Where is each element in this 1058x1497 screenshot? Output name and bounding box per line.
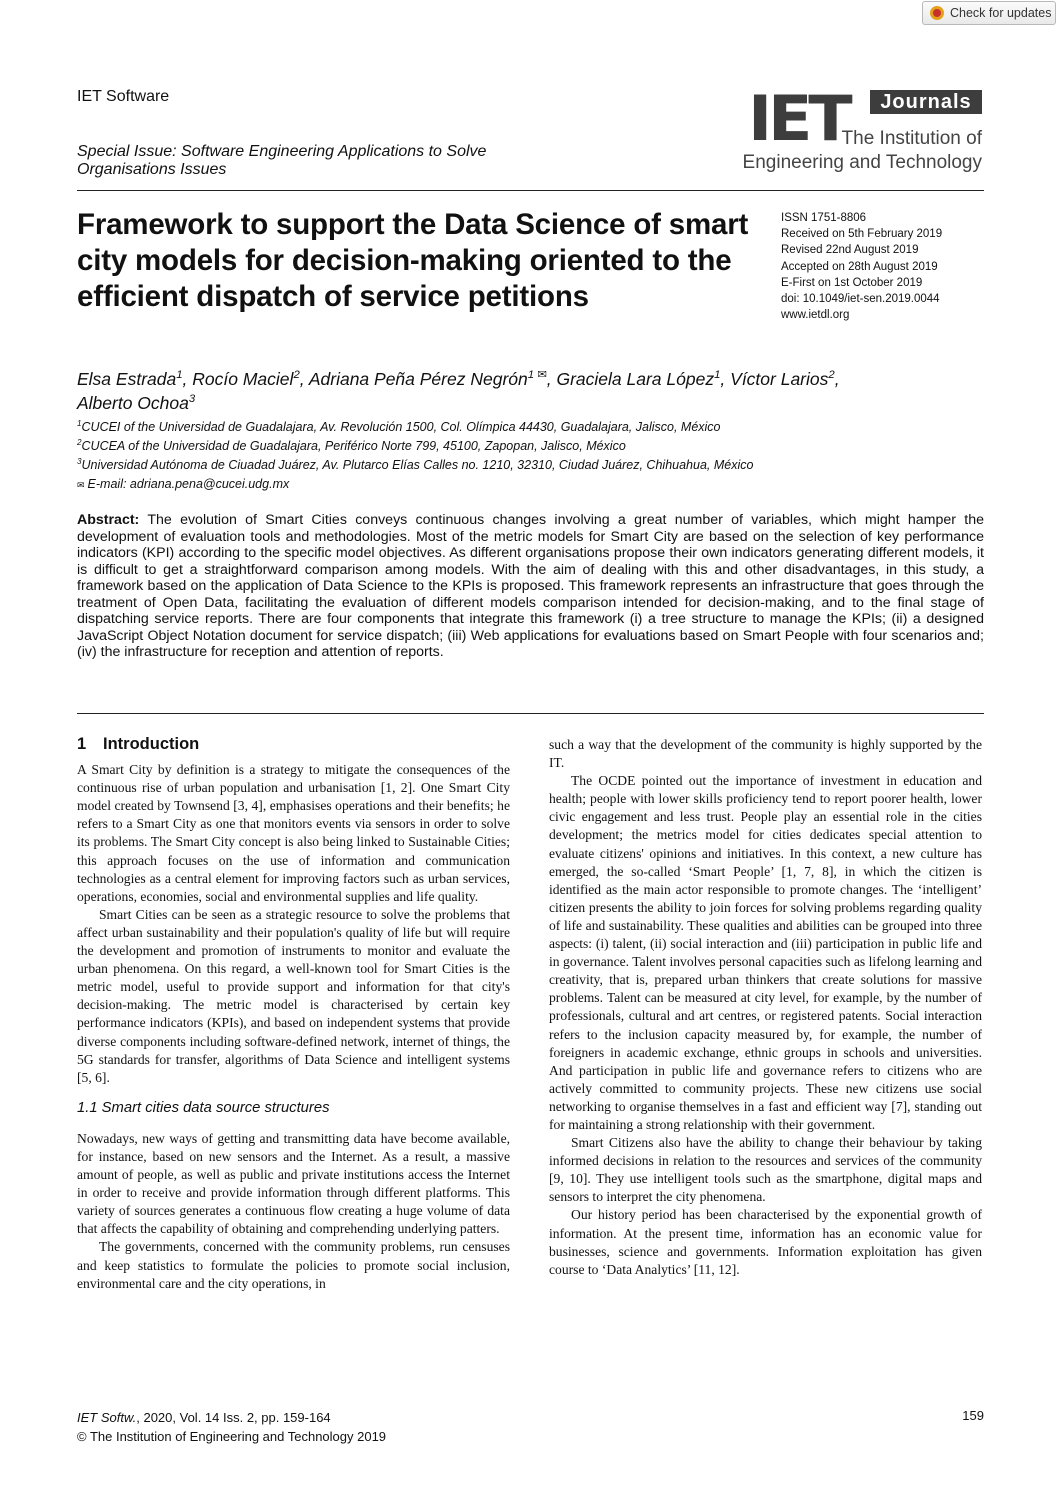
- affiliation-text: CUCEA of the Universidad de Guadalajara, Periférico Norte 799, 45100, Zapopan, Jalisco, México: [81, 439, 626, 453]
- paragraph: Smart Cities can be seen as a strategic resource to solve the problems that affect urban sustainability and their population's quality of life but will require the development and promotion of instruments to monitor and evaluate the urban phenomena. On this regard, a well-known tool for Smart Cities is the metric model, useful to provide support and information for that city's decision-making. The metric model is characterised by certain key performance indicators (KPIs), and based on independent systems that provide diverse components including software-defined network, internet of things, the 5G standards for transfer, algorithms of Data Science and intelligent systems [5, 6].: [77, 906, 510, 1085]
- meta-doi[interactable]: doi: 10.1049/iet-sen.2019.0044: [781, 293, 940, 306]
- check-for-updates-button[interactable]: [922, 1, 1056, 25]
- logo-institution-line-2: Engineering and Technology: [742, 152, 982, 173]
- author-separator: ,: [182, 369, 193, 389]
- footer-citation: [77, 1408, 386, 1446]
- special-issue: [77, 143, 597, 179]
- paragraph: A Smart City by definition is a strategy to mitigate the consequences of the continuous rise of urban population and urbanisation [1, 2]. One Smart City model created by Townsend [3, 4], emphasises operations and their benefits; he refers to a Smart City as one that monitors events via sensors in order to solve its problems. The Smart City concept is also being linked to Sustainable Cities; this approach focuses on the use of information and communication technologies as a central element for improving factors such as urban services, operations, economies, social and environmental supplies and life quality.: [77, 762, 510, 904]
- section-heading: [77, 735, 510, 753]
- author-name: Adriana Peña Pérez Negrón: [308, 369, 528, 389]
- footer-copyright: © The Institution of Engineering and Technology 2019: [77, 1429, 387, 1444]
- check-for-updates-label: Check for updates: [950, 6, 1052, 20]
- footer-journal-abbrev: IET Softw.: [77, 1410, 137, 1425]
- paragraph: such a way that the development of the community is highly supported by the IT.: [549, 737, 982, 771]
- page-number: 159: [962, 1408, 984, 1423]
- meta-website[interactable]: www.ietdl.org: [781, 309, 850, 322]
- corresponding-email: [77, 477, 289, 491]
- affiliation-text: CUCEI of the Universidad de Guadalajara, Av. Revolución 1500, Col. Olímpica 44430, Guadalajara, Jalisco, México: [81, 420, 721, 434]
- article-title: Framework to support the Data Science of smart city models for decision-making oriented to the efficient dispatch of service petitions: [77, 208, 749, 313]
- crossmark-icon: [930, 6, 944, 20]
- abstract-label: Abstract:: [77, 512, 140, 528]
- author-separator: ,: [299, 369, 309, 389]
- author-name: Elsa Estrada: [77, 369, 177, 389]
- abstract-divider: [77, 713, 984, 714]
- affiliation-3: [77, 458, 753, 472]
- meta-issn: ISSN 1751-8806: [781, 212, 867, 224]
- meta-received: Received on 5th February 2019: [781, 228, 943, 241]
- meta-efirst: E-First on 1st October 2019: [781, 276, 923, 289]
- affiliation-number: 3: [77, 456, 82, 466]
- affiliation-1: [77, 420, 721, 434]
- paragraph: Smart Citizens also have the ability to change their behaviour by taking informed decisions in relation to the resources and services of the community [9, 10]. They use intelligent tools such as the smartphone, digital maps and sensors to interpret the city phenomena.: [549, 1135, 982, 1205]
- header-divider: [77, 190, 984, 191]
- meta-revised: Revised 22nd August 2019: [781, 244, 919, 257]
- author-affiliation-mark: 1: [714, 369, 721, 382]
- author-separator: ,: [720, 369, 731, 389]
- author-affiliation-mark: 2: [828, 369, 835, 382]
- author-affiliation-mark: 2: [293, 369, 300, 382]
- special-issue-line-1: Special Issue: Software Engineering Applications to Solve: [77, 143, 487, 160]
- meta-accepted: Accepted on 28th August 2019: [781, 260, 938, 273]
- left-column: [77, 735, 510, 1293]
- affiliation-text: Universidad Autónoma de Ciuadad Juárez, Av. Plutarco Elías Calles no. 1210, 32310, Ciudad Juárez, Chihuahua, México: [81, 458, 754, 472]
- paragraph: Nowadays, new ways of getting and transmitting data have become available, for instance, based on new sensors and the Internet. As a result, a massive amount of people, as well as public and private institutions access the Internet in order to receive and provide information through different platforms. This variety of sources generates a continuous flow creating a huge volume of data that affects the capability of obtaining and comprehending underlying patters.: [77, 1130, 510, 1237]
- author-affiliation-mark: 1: [176, 369, 183, 382]
- author-list: [77, 367, 987, 415]
- abstract-text: The evolution of Smart Cities conveys continuous changes involving a great number of variables, which might hamper the development of evaluation tools and methodologies. Most of the metric models for Smart City are based on the selection of key performance indicators (KPI) according to the specific model objectives. As different organisations propose their own indicators generating different models, it is difficult to get a straightforward comparison among models. With the aim of dealing with this and other disadvantages, in this study, a framework based on the application of Data Science to the KPIs is proposed. This framework represents an infrastructure that goes through the treatment of Open Data, facilitating the evaluation of different models comparison intended for decision-making, and to the final stage of dispatching service reports. There are four components that integrate this framework (i) a tree structure to manage the KPIs; (ii) a designed JavaScript Object Notation document for service dispatch; (iii) Web applications for evaluations based on Smart People with four scenarios and; (iv) the infrastructure for reception and attention of reports.: [77, 512, 984, 660]
- paragraph: The OCDE pointed out the importance of investment in education and health; people with lower skills proficiency tend to report poorer health, lower civic engagement and less trust. People play an essential role in the cities development; the metrics model for cities dedicates special attention to evaluate citizens' opinions and initiatives. In this context, a new culture has emerged, the so-called ‘Smart People’ [1, 7, 8], in which the citizen is identified as the main actor responsible to promote changes. The ‘intelligent’ citizen presents the ability to join forces for solving problems regarding quality of life and sustainability. These qualities and abilities can be grouped into three aspects: (i) talent, (ii) social interaction and (iii) participation in public life and in governance. Talent involves personal capacities such as lifelong learning and creativity, that is, prepared urban thinkers that create solutions for massive problems. Talent can be measured at city level, for example, by the number of professionals, cultural and art centres, or registered patents. Social interaction refers to the inclusion capacity measured by, for example, the number of foreigners in academic exchange, ethnic groups in schools and universities. And participation in public life and governance refers to citizens who are actively committed to community projects. These new citizens use social networking to organise themselves in a fast and efficient way [7], standing out for maintaining a strong relationship with their government.: [549, 773, 982, 1132]
- author-name: Víctor Larios: [730, 369, 829, 389]
- author-name: Rocío Maciel: [192, 369, 294, 389]
- envelope-icon: ✉: [77, 480, 85, 490]
- section-number: 1: [77, 735, 87, 753]
- journal-name: IET Software: [77, 88, 170, 105]
- section-title: Introduction: [103, 735, 200, 753]
- logo-journals-label: Journals: [870, 90, 982, 114]
- email-address[interactable]: E-mail: adriana.pena@cucei.udg.mx: [87, 477, 290, 491]
- article-meta: [781, 210, 942, 323]
- affiliation-2: [77, 439, 626, 453]
- iet-journals-logo: [742, 82, 984, 176]
- author-name: Alberto Ochoa: [77, 393, 189, 413]
- special-issue-line-2: Organisations Issues: [77, 161, 227, 178]
- subsection-heading: 1.1 Smart cities data source structures: [77, 1099, 330, 1116]
- abstract: [77, 512, 984, 661]
- author-separator: ,: [546, 369, 557, 389]
- footer-volume-info: , 2020, Vol. 14 Iss. 2, pp. 159-164: [136, 1410, 331, 1425]
- paragraph: Our history period has been characterised by the exponential growth of information. At the present time, information has an economic value for businesses, science and governments. Information exploitation has given course to ‘Data Analytics’ [11, 12].: [549, 1207, 982, 1277]
- author-name: Graciela Lara López: [556, 369, 715, 389]
- paragraph: The governments, concerned with the community problems, run censuses and keep statistics to formulate the policies to promote social inclusion, environmental care and the city operations, in: [77, 1239, 510, 1291]
- affiliation-number: 1: [77, 418, 82, 428]
- author-affiliation-mark: 3: [188, 393, 196, 406]
- affiliation-number: 2: [77, 437, 82, 447]
- author-separator: ,: [834, 369, 840, 389]
- right-column: [549, 736, 982, 1279]
- logo-mark: IET: [748, 82, 849, 155]
- logo-institution-line-1: The Institution of: [841, 128, 982, 149]
- author-affiliation-mark: 1 ✉: [527, 369, 547, 382]
